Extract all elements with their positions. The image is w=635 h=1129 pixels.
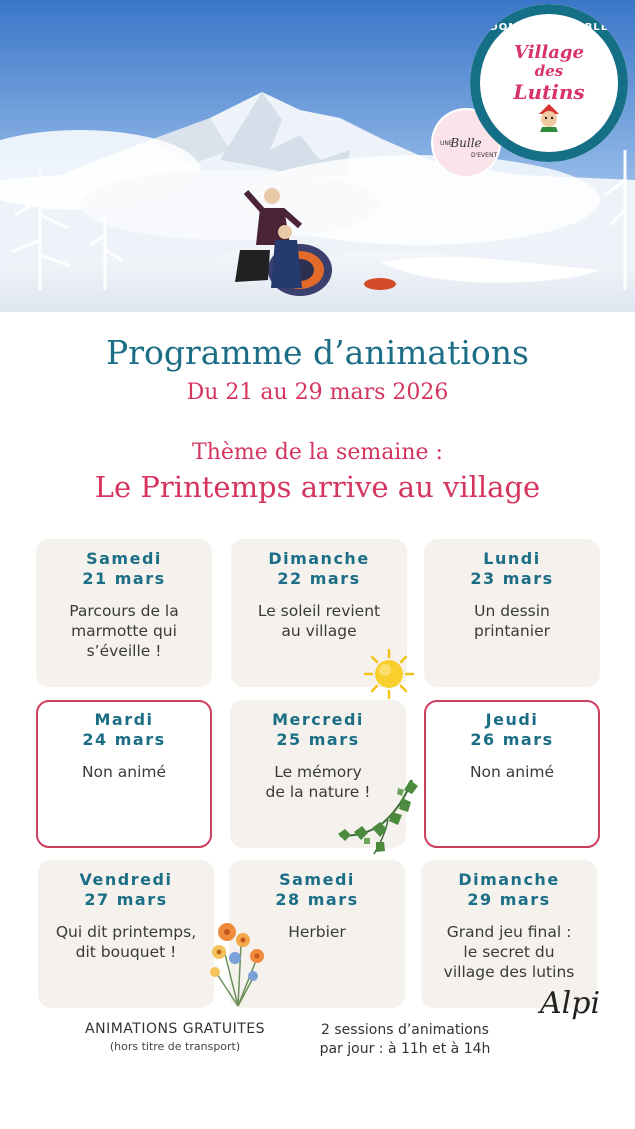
day-name: Dimanche	[458, 870, 560, 889]
day-name: Mercredi	[272, 710, 364, 729]
day-card-closed	[424, 700, 600, 848]
day-date: 29 mars	[467, 890, 551, 909]
activity-line: Un dessin	[474, 602, 550, 620]
day-date: 21 mars	[82, 569, 166, 588]
sun-icon	[363, 648, 415, 700]
theme-title: Le Printemps arrive au village	[94, 470, 541, 504]
day-name: Jeudi	[485, 710, 539, 729]
day-date: 22 mars	[277, 569, 361, 588]
day-date: 27 mars	[84, 890, 168, 909]
activity-line: Herbier	[288, 923, 346, 941]
activity-line: au village	[281, 622, 357, 640]
sessions-info	[295, 1021, 515, 1059]
free-notice	[60, 1021, 290, 1053]
activity-line: printanier	[474, 622, 550, 640]
day-date: 25 mars	[276, 730, 360, 749]
day-name: Samedi	[279, 870, 355, 889]
day-name: Lundi	[483, 549, 541, 568]
logo-ring-top: DOMAINE SKIABLE	[489, 22, 609, 33]
day-date: 24 mars	[82, 730, 166, 749]
date-range: Du 21 au 29 mars 2026	[186, 380, 449, 405]
day-name: Vendredi	[79, 870, 173, 889]
day-card	[36, 539, 212, 687]
day-name: Dimanche	[268, 549, 370, 568]
signature: Alpi	[540, 986, 601, 1021]
flower-bouquet-icon	[205, 918, 271, 1008]
day-activity	[426, 762, 598, 782]
activity-line: village des lutins	[443, 963, 575, 981]
activity-line: Grand jeu final :	[446, 923, 572, 941]
resort-logo	[470, 4, 628, 162]
partner-name: Bulle	[450, 136, 482, 150]
ivy-icon	[332, 776, 424, 858]
day-activity	[231, 601, 407, 641]
sessions-line: 2 sessions d’animations	[321, 1022, 489, 1038]
free-label: ANIMATIONS GRATUITES	[85, 1021, 265, 1037]
day-card	[424, 539, 600, 687]
day-activity	[421, 922, 597, 982]
partner-suffix: D'EVENT	[471, 152, 498, 159]
activity-line: Non animé	[469, 763, 555, 781]
day-card	[38, 860, 214, 1008]
logo-word-lutins: Lutins	[513, 80, 585, 104]
logo-word-des: des	[534, 62, 564, 80]
activity-line: de la nature !	[265, 783, 371, 801]
activity-line: Non animé	[81, 763, 167, 781]
day-activity	[424, 601, 600, 641]
activity-line: Qui dit printemps,	[55, 923, 197, 941]
theme-label: Thème de la semaine :	[192, 440, 443, 465]
sessions-line: par jour : à 11h et à 14h	[319, 1041, 491, 1057]
page-title: Programme d’animations	[106, 333, 529, 372]
logo-ring-bottom: MEGÈVE	[522, 133, 576, 144]
activity-line: Le mémory	[274, 763, 362, 781]
day-date: 28 mars	[275, 890, 359, 909]
day-activity	[38, 922, 214, 962]
day-date: 23 mars	[470, 569, 554, 588]
day-name: Mardi	[94, 710, 154, 729]
activity-line: le secret du	[463, 943, 555, 961]
day-name: Samedi	[86, 549, 162, 568]
day-activity	[38, 762, 210, 782]
activity-line: s’éveille !	[86, 642, 162, 660]
day-date: 26 mars	[470, 730, 554, 749]
logo-word-village: Village	[514, 42, 584, 63]
mascot-icon	[534, 102, 564, 132]
partner-prefix: UNE	[440, 140, 453, 147]
activity-line: marmotte qui	[71, 622, 177, 640]
activity-line: Le soleil revient	[257, 602, 381, 620]
activity-line: Parcours de la	[69, 602, 179, 620]
day-activity	[36, 601, 212, 661]
activity-line: dit bouquet !	[75, 943, 177, 961]
free-note: (hors titre de transport)	[109, 1040, 241, 1053]
day-card-closed	[36, 700, 212, 848]
